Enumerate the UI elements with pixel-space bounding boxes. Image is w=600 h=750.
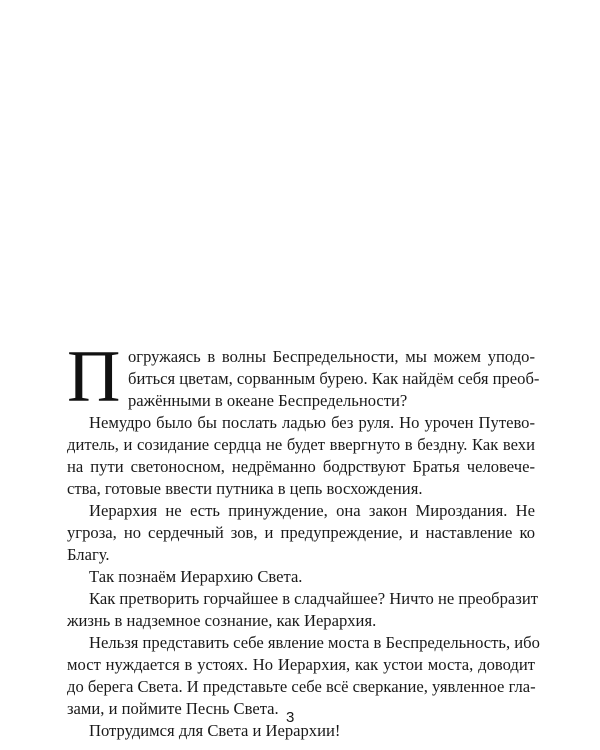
text-line: ства, готовые ввести путника в цепь восхождения. xyxy=(67,479,423,498)
text-line: Потрудимся для Света и Иерархии! xyxy=(89,721,341,740)
text-line: Благу. xyxy=(67,545,110,564)
text-line: Нельзя представить себе явление моста в Беспредельность, ибо xyxy=(89,633,540,652)
body-text xyxy=(67,346,540,742)
text-line: до берега Света. И представьте себе всё сверкание, уявленное гла- xyxy=(67,677,536,696)
text-line: угроза, но сердечный зов, и предупреждение, и наставление ко xyxy=(67,523,535,542)
text-line: Немудро было бы послать ладью без руля. Но урочен Путево- xyxy=(89,413,535,432)
drop-cap: П xyxy=(67,336,121,418)
text-line: мост нуждается в устоях. Но Иерархия, как устои моста, доводит xyxy=(67,655,535,674)
text-line: биться цветам, сорванным бурею. Как найдём себя преоб- xyxy=(128,369,540,388)
text-line: дитель, и созидание сердца не будет ввергнуто в бездну. Как вехи xyxy=(67,435,535,454)
text-line: жизнь в надземное сознание, как Иерархия. xyxy=(67,611,377,630)
text-line: на пути светоносном, недрёманно бодрствуют Братья человече- xyxy=(67,457,535,476)
text-line: зами, и поймите Песнь Света. xyxy=(67,699,279,718)
page-number: 3 xyxy=(286,709,295,726)
text-line: Так познаём Иерархию Света. xyxy=(89,567,303,586)
text-line: Как претворить горчайшее в сладчайшее? Ничто не преобразит xyxy=(89,589,538,608)
text-line: ражёнными в океане Беспредельности? xyxy=(128,391,408,410)
text-line: Иерархия не есть принуждение, она закон Мироздания. Не xyxy=(89,501,535,520)
text-line: огружаясь в волны Беспредельности, мы можем уподо- xyxy=(128,347,535,366)
